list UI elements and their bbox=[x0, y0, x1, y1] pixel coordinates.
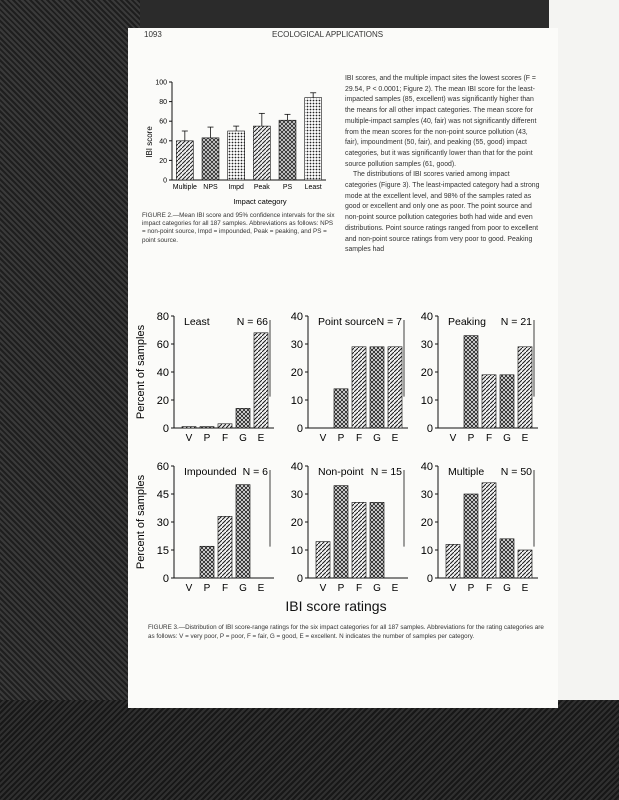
panel-bar bbox=[500, 375, 514, 428]
panel-bar bbox=[370, 347, 384, 428]
panel-xtick-label: V bbox=[185, 433, 193, 444]
fig1-bar bbox=[253, 126, 270, 180]
panel-ytick-label: 40 bbox=[420, 461, 433, 473]
panel-title: Point source bbox=[318, 316, 377, 328]
panel-ytick-label: 0 bbox=[296, 573, 303, 585]
panel-bar bbox=[388, 347, 402, 428]
panel-ytick-label: 40 bbox=[420, 311, 433, 323]
fig1-xtick-label: Impd bbox=[228, 184, 244, 191]
panel-xtick-label: G bbox=[239, 433, 247, 444]
panel-xtick-label: G bbox=[373, 433, 381, 444]
fig1-xtick-label: Multiple bbox=[172, 184, 197, 191]
panel-ytick-label: 40 bbox=[290, 311, 303, 323]
panel-ytick-label: 0 bbox=[162, 573, 169, 585]
fig1-ytick-label: 20 bbox=[159, 157, 167, 165]
figure3-xlabel: IBI score ratings bbox=[285, 598, 387, 614]
panel-ytick-label: 20 bbox=[420, 517, 433, 529]
panel-peaking bbox=[421, 311, 538, 444]
panel-bar bbox=[464, 494, 478, 578]
fig1-ytick-label: 100 bbox=[155, 79, 167, 87]
panel-ylabel: Percent of samples bbox=[135, 474, 147, 570]
panel-bar bbox=[254, 333, 268, 428]
panel-xtick-label: V bbox=[449, 433, 457, 444]
panel-nonpoint bbox=[291, 461, 408, 594]
panel-ytick-label: 20 bbox=[290, 367, 303, 379]
panel-xtick-label: V bbox=[319, 583, 327, 594]
scan-shadow-bottom bbox=[0, 700, 619, 800]
panel-xtick-label: G bbox=[503, 433, 511, 444]
panel-n-label: N = 21 bbox=[500, 316, 532, 328]
panel-ytick-label: 20 bbox=[420, 367, 433, 379]
panel-ytick-label: 30 bbox=[290, 489, 303, 501]
panel-xtick-label: E bbox=[257, 583, 265, 594]
panel-xtick-label: P bbox=[337, 433, 345, 444]
fig1-bar bbox=[202, 138, 219, 180]
panel-bar bbox=[218, 424, 232, 428]
panel-title: Impounded bbox=[184, 466, 237, 478]
panel-ytick-label: 60 bbox=[156, 461, 169, 473]
panel-bar bbox=[352, 347, 366, 428]
panel-xtick-label: V bbox=[319, 433, 327, 444]
panel-xtick-label: F bbox=[355, 583, 363, 594]
panel-xtick-label: P bbox=[467, 583, 475, 594]
panel-xtick-label: P bbox=[337, 583, 345, 594]
panel-bar bbox=[446, 544, 460, 578]
page-number: 1093 bbox=[144, 30, 162, 39]
panel-title: Non-point bbox=[318, 466, 364, 478]
panel-ytick-label: 0 bbox=[426, 573, 433, 585]
panel-bar bbox=[200, 427, 214, 428]
panel-n-label: N = 6 bbox=[242, 466, 268, 478]
panel-bar bbox=[464, 336, 478, 428]
panel-xtick-label: E bbox=[521, 583, 529, 594]
panel-impounded bbox=[135, 461, 274, 594]
journal-name: ECOLOGICAL APPLICATIONS bbox=[272, 30, 384, 39]
panel-ytick-label: 20 bbox=[156, 395, 169, 407]
panel-ytick-label: 20 bbox=[290, 517, 303, 529]
panel-least bbox=[135, 311, 274, 444]
panel-xtick-label: E bbox=[391, 583, 399, 594]
panel-bar bbox=[316, 542, 330, 578]
panel-xtick-label: E bbox=[521, 433, 529, 444]
scan-shadow-left bbox=[0, 0, 140, 800]
panel-bar bbox=[200, 546, 214, 578]
fig1-bar bbox=[305, 98, 322, 180]
fig1-bar bbox=[279, 120, 296, 180]
panel-bar bbox=[518, 550, 532, 578]
panel-n-label: N = 7 bbox=[376, 316, 402, 328]
panel-bar bbox=[236, 408, 250, 428]
figure-rating-distributions bbox=[135, 300, 558, 600]
panel-ytick-label: 30 bbox=[156, 517, 169, 529]
panel-ytick-label: 10 bbox=[420, 395, 433, 407]
panel-xtick-label: V bbox=[185, 583, 193, 594]
panel-xtick-label: F bbox=[485, 433, 493, 444]
panel-xtick-label: P bbox=[467, 433, 475, 444]
panel-ytick-label: 10 bbox=[290, 395, 303, 407]
panel-xtick-label: F bbox=[485, 583, 493, 594]
scan-margin-right bbox=[549, 0, 619, 800]
body-paragraph-2: The distributions of IBI scores varied among impact categories (Figure 3). The least-impacted category had a strong mode at the excellent level, and 98% of the samples rated as good or excellent and only one as poor. The point source and non-point source pollution categories both had wide and even distributions. Point source ratings ranged from poor to excellent and non-point source ratings from very poor to good. Peaking samples had bbox=[345, 171, 540, 254]
panel-bar bbox=[218, 516, 232, 578]
panel-bar bbox=[236, 485, 250, 578]
fig1-ylabel: IBI score bbox=[145, 126, 154, 158]
panel-ytick-label: 30 bbox=[420, 489, 433, 501]
panel-n-label: N = 15 bbox=[370, 466, 402, 478]
panel-title: Peaking bbox=[448, 316, 486, 328]
fig1-bars bbox=[173, 93, 322, 191]
panel-ytick-label: 60 bbox=[156, 339, 169, 351]
panel-xtick-label: G bbox=[373, 583, 381, 594]
fig1-ytick-label: 60 bbox=[159, 118, 167, 126]
panel-xtick-label: P bbox=[203, 433, 211, 444]
panel-bar bbox=[482, 483, 496, 578]
fig1-xtick-label: NPS bbox=[203, 184, 218, 191]
figure-ibi-means bbox=[138, 72, 338, 208]
panel-xtick-label: F bbox=[221, 433, 229, 444]
panel-xtick-label: P bbox=[203, 583, 211, 594]
panel-ytick-label: 30 bbox=[420, 339, 433, 351]
panel-n-label: N = 66 bbox=[236, 316, 268, 328]
fig1-xtick-label: Peak bbox=[253, 184, 270, 191]
panel-xtick-label: F bbox=[221, 583, 229, 594]
figure2-caption: FIGURE 2.—Mean IBI score and 95% confidence intervals for the six impact categories for all 187 samples. Abbreviations as follows: NPS = non-point source, Impd = impounded, Peak = peaking, and PS = point source. bbox=[142, 212, 335, 244]
fig1-xlabel: Impact category bbox=[233, 197, 287, 206]
fig1-ytick-label: 40 bbox=[159, 138, 167, 146]
panel-ytick-label: 45 bbox=[156, 489, 169, 501]
panel-bar bbox=[482, 375, 496, 428]
panel-ytick-label: 40 bbox=[156, 367, 169, 379]
fig1-xtick-label: PS bbox=[282, 184, 293, 191]
panel-ytick-label: 30 bbox=[290, 339, 303, 351]
panel-multiple bbox=[421, 461, 538, 594]
panel-bar bbox=[352, 502, 366, 578]
panel-xtick-label: G bbox=[503, 583, 511, 594]
panel-title: Least bbox=[184, 316, 210, 328]
panel-ytick-label: 0 bbox=[162, 423, 169, 435]
panel-bar bbox=[334, 389, 348, 428]
panel-bar bbox=[182, 427, 196, 428]
panel-xtick-label: V bbox=[449, 583, 457, 594]
panel-bar bbox=[334, 486, 348, 578]
fig1-ytick-label: 0 bbox=[163, 177, 167, 185]
panel-ylabel: Percent of samples bbox=[135, 324, 147, 420]
panel-n-label: N = 50 bbox=[500, 466, 532, 478]
figure3-caption: FIGURE 3.—Distribution of IBI score-range ratings for the six impact categories for all 187 samples. Abbreviations for the rating categories are as follows: V = very poor, P = poor, F = fair, G = good, E = excellent. N indicates the number of samples per category. bbox=[148, 624, 544, 640]
panel-ytick-label: 0 bbox=[426, 423, 433, 435]
panel-bar bbox=[370, 502, 384, 578]
fig1-bar bbox=[176, 141, 193, 180]
panel-ytick-label: 40 bbox=[290, 461, 303, 473]
panel-ytick-label: 10 bbox=[420, 545, 433, 557]
panel-title: Multiple bbox=[448, 466, 485, 478]
panel-bar bbox=[500, 539, 514, 578]
panel-ytick-label: 10 bbox=[290, 545, 303, 557]
panel-ytick-label: 80 bbox=[156, 311, 169, 323]
panel-xtick-label: E bbox=[391, 433, 399, 444]
panel-xtick-label: E bbox=[257, 433, 265, 444]
panel-bar bbox=[518, 347, 532, 428]
body-text bbox=[345, 74, 541, 256]
panel-point bbox=[291, 311, 408, 444]
panel-ytick-label: 15 bbox=[156, 545, 169, 557]
fig1-bar bbox=[228, 131, 245, 180]
body-paragraph-1: IBI scores, and the multiple impact sites the lowest scores (F = 29.54, P < 0.0001; Figure 2). The mean IBI score for the least-impacted samples (85, excellent) was significantly higher than the means for all other impact categories. The mean score for multiple-impact samples (40, fair) was not significantly different from the mean scores for the non-point source pollution (43, fair), impoundment (50, fair), and peaking (55, good) impact categories, but it was significantly lower than that for the point source pollution samples (61, good). bbox=[345, 75, 537, 168]
panel-xtick-label: G bbox=[239, 583, 247, 594]
panel-xtick-label: F bbox=[355, 433, 363, 444]
fig1-ytick-label: 80 bbox=[159, 99, 167, 107]
fig1-xtick-label: Least bbox=[304, 184, 322, 191]
panel-ytick-label: 0 bbox=[296, 423, 303, 435]
